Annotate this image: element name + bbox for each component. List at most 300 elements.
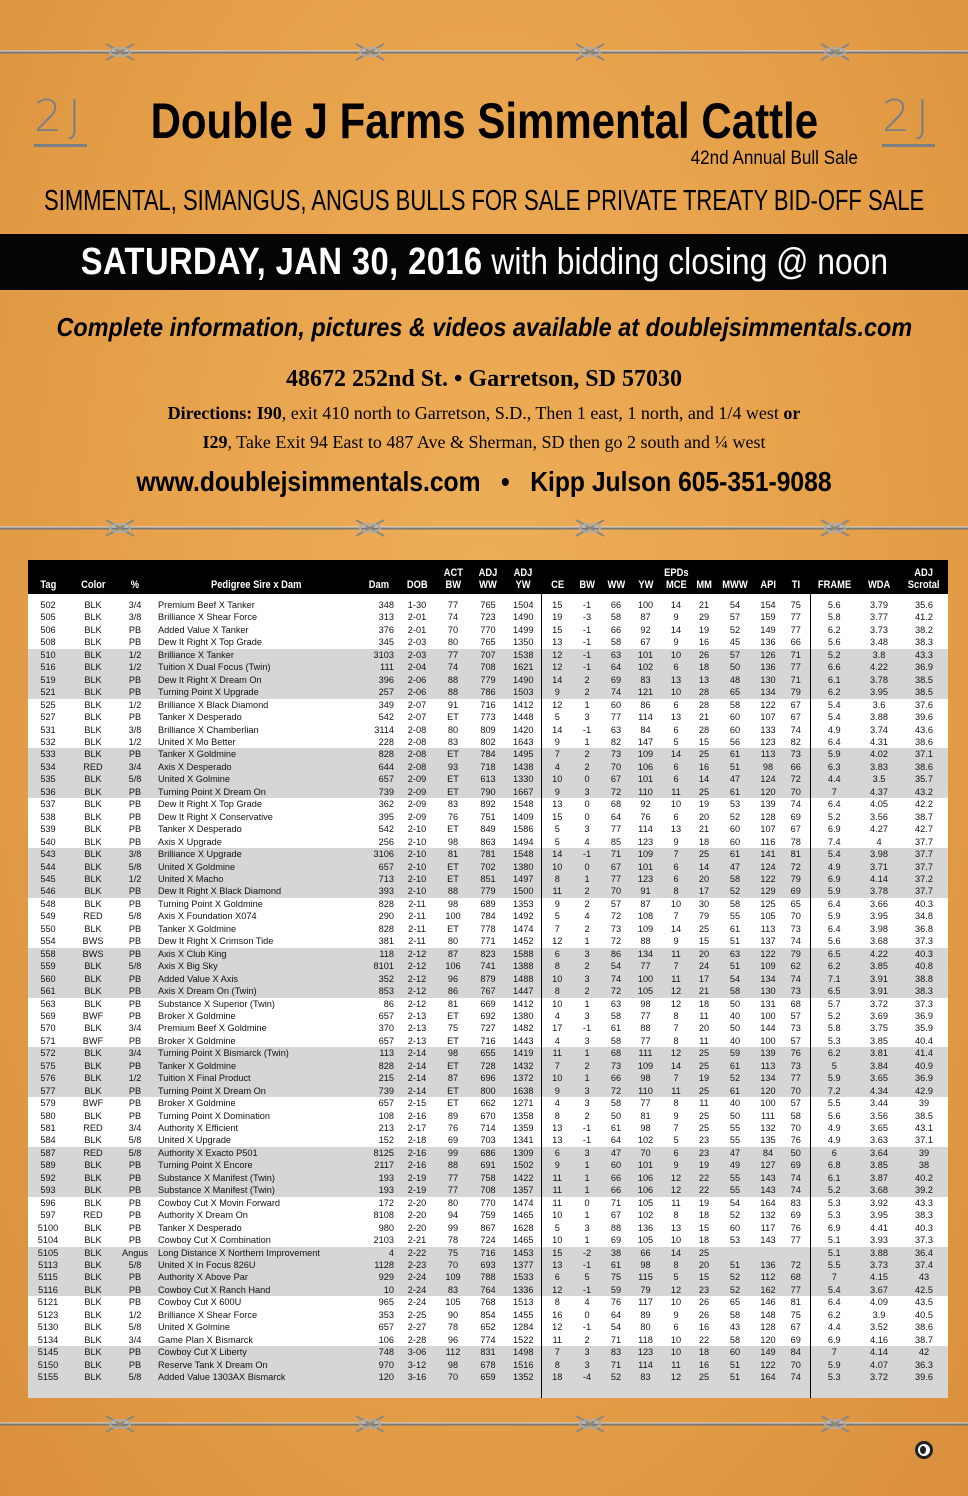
cell-mm: 16 (698, 1322, 710, 1333)
column-header-bw: ACT BW (436, 560, 470, 594)
cell-mce: 10 (660, 1346, 692, 1358)
column-header-ti: TI (782, 560, 810, 594)
cell-adj-ww: 759 (480, 1210, 496, 1221)
cell-dob: 2-24 (398, 1271, 436, 1283)
cell-ce: 9 (541, 736, 573, 748)
cell-frame: 6.9 (810, 873, 858, 885)
cell-mm: 28 (698, 699, 710, 710)
cell-mm: 26 (698, 1309, 710, 1320)
cell-percent: PB (128, 624, 142, 635)
table-row (28, 1284, 948, 1296)
cell-dob: 2-06 (398, 686, 436, 698)
cell-act-bw: 78 (447, 1235, 459, 1246)
cell-adj-yw: 1492 (513, 911, 534, 922)
cell-dam: 2117 (360, 1159, 398, 1171)
cell-adj-ww: 714 (480, 1123, 496, 1134)
cell-ce: 9 (541, 898, 573, 910)
website-link[interactable]: www.doublejsimmentals.com (136, 466, 481, 497)
cell-dob: 2-24 (407, 1297, 427, 1308)
cell-adj-yw: 1533 (506, 1271, 541, 1283)
cell-yw: 101 (631, 861, 660, 873)
cell-color: BLK (68, 748, 118, 760)
cell-act-bw: ET (447, 1010, 459, 1021)
cell-adj-scrotal: 40.8 (900, 960, 948, 972)
cell-ce: 13 (541, 636, 573, 648)
cell-ww: 61 (601, 1259, 631, 1271)
cell-adj-ww: 716 (470, 1247, 506, 1259)
cell-api: 113 (754, 748, 782, 760)
cell-color: BLK (84, 1135, 102, 1146)
cell-yw: 111 (631, 1047, 660, 1059)
sale-date-banner (0, 234, 968, 290)
cell-act-bw: 89 (447, 1110, 459, 1121)
cell-yw: 123 (637, 836, 654, 847)
cell-wda: 3.52 (870, 1322, 888, 1333)
cell-percent: PB (118, 748, 152, 760)
table-row (28, 1334, 948, 1346)
cell-mm: 22 (692, 1172, 716, 1184)
cell-yw: 101 (631, 773, 660, 785)
cell-adj-scrotal: 39.2 (900, 1184, 948, 1196)
cell-dob: 3-12 (398, 1359, 436, 1371)
cell-bw: -1 (582, 624, 592, 635)
cell-mce: 6 (660, 661, 692, 673)
cell-dam: 213 (378, 1123, 394, 1134)
cell-ce: 11 (541, 1334, 573, 1346)
cell-dob: 2-12 (398, 948, 436, 960)
cell-adj-scrotal: 40.3 (900, 948, 948, 960)
cell-adj-yw: 1628 (513, 1222, 534, 1233)
cell-yw: 83 (631, 674, 660, 686)
cell-ce: 11 (541, 1047, 573, 1059)
cell-frame: 6.8 (810, 1159, 858, 1171)
cell-ti: 73 (790, 1023, 801, 1034)
cell-yw: 100 (637, 600, 654, 610)
cell-yw: 136 (637, 1222, 654, 1233)
cell-mww: 48 (716, 674, 754, 686)
cell-api: 122 (754, 1359, 782, 1371)
cell-tag: 525 (40, 699, 56, 710)
cell-ti: 71 (782, 674, 810, 686)
cell-mce: 14 (660, 1060, 692, 1072)
cell-mm: 15 (692, 1271, 716, 1283)
table-row (28, 1035, 948, 1047)
cell-frame: 6.4 (810, 798, 858, 810)
table-row (28, 1134, 948, 1146)
cell-ce: 10 (541, 861, 573, 873)
cell-frame: 5.1 (810, 1247, 858, 1259)
cell-percent: PB (118, 1159, 152, 1171)
cell-adj-yw: 1380 (506, 861, 541, 873)
cell-percent: PB (118, 948, 152, 960)
cell-ce: 18 (541, 1371, 573, 1383)
cell-api: 98 (754, 761, 782, 773)
cell-ww: 59 (601, 1284, 631, 1296)
cell-dam: 348 (378, 600, 394, 610)
cell-act-bw: 76 (447, 1123, 459, 1134)
cell-tag: 554 (40, 936, 56, 947)
table-row (28, 998, 948, 1010)
cell-dob: 2-04 (398, 661, 436, 673)
cell-bw: 1 (584, 736, 590, 747)
cell-color: BLK (68, 1259, 118, 1271)
cell-ce: 15 (541, 1247, 573, 1259)
column-header-scrotal: ADJ Scrotal (900, 560, 948, 594)
cell-mww: 52 (716, 1284, 754, 1296)
cell-act-bw: 76 (447, 811, 459, 822)
cell-ww: 82 (610, 736, 622, 747)
cell-yw: 134 (631, 948, 660, 960)
cell-dob: 2-07 (407, 712, 427, 723)
cell-ww: 63 (601, 649, 631, 661)
cell-dam: 828 (360, 1060, 398, 1072)
cell-wda: 3.95 (870, 1210, 888, 1221)
cell-act-bw: 80 (447, 1197, 459, 1208)
cell-dob: 2-09 (407, 799, 427, 810)
cell-color: BLK (84, 998, 102, 1009)
cell-bw: 5 (573, 1271, 601, 1283)
cell-adj-ww: 788 (470, 1271, 506, 1283)
cell-adj-ww: 669 (480, 998, 496, 1009)
cell-adj-scrotal: 37.3 (915, 936, 933, 947)
cell-percent: PB (118, 1060, 152, 1072)
cell-api: 131 (760, 998, 776, 1009)
cell-api: 84 (754, 1147, 782, 1159)
cell-adj-yw: 1495 (506, 748, 541, 760)
cell-yw: 86 (640, 699, 651, 710)
cell-ti: 84 (782, 1346, 810, 1358)
contact-phone: Kipp Julson 605-351-9088 (530, 466, 832, 497)
cell-yw: 81 (640, 1110, 651, 1121)
cell-adj-scrotal: 36.9 (915, 1010, 933, 1021)
cell-ww: 72 (601, 985, 631, 997)
cell-api: 130 (754, 985, 782, 997)
cell-frame: 5.2 (810, 811, 858, 823)
cell-mww: 56 (729, 736, 741, 747)
cell-ww: 54 (601, 960, 631, 972)
cell-yw: 110 (631, 786, 660, 798)
cell-adj-scrotal: 36.9 (900, 1072, 948, 1084)
cell-bw: 1 (584, 699, 590, 710)
cell-mm: 18 (698, 1235, 710, 1246)
cell-dam: 965 (378, 1297, 394, 1308)
cell-api: 146 (760, 1297, 776, 1308)
cell-pedigree: Turning Point X Goldmine (158, 898, 263, 909)
table-row (28, 910, 948, 922)
cell-yw: 87 (640, 612, 651, 623)
table-row (28, 773, 948, 785)
cell-adj-yw: 1358 (513, 1110, 534, 1121)
cell-color: BLK (68, 649, 118, 661)
cell-ww: 58 (610, 1098, 622, 1109)
table-row (28, 1060, 948, 1072)
cell-pedigree: Brilliance X Upgrade (152, 848, 360, 860)
cell-act-bw: 81 (436, 848, 470, 860)
cell-api: 130 (754, 674, 782, 686)
cell-act-bw: ET (436, 748, 470, 760)
cell-adj-yw: 1271 (513, 1098, 534, 1109)
cell-dob: 2-01 (407, 624, 427, 635)
cell-percent: 1/2 (118, 649, 152, 661)
table-row (28, 885, 948, 897)
cell-adj-scrotal: 37.4 (900, 1259, 948, 1271)
cell-adj-yw: 1516 (506, 1359, 541, 1371)
cell-api: 116 (760, 836, 776, 847)
cell-wda: 3.85 (858, 960, 900, 972)
table-row (28, 1159, 948, 1171)
table-row (28, 861, 948, 873)
cell-mm: 20 (692, 1259, 716, 1271)
cell-mm: 25 (692, 748, 716, 760)
cell-frame: 5.6 (810, 935, 858, 947)
cell-adj-yw: 1643 (513, 736, 534, 747)
barbed-wire-top (0, 40, 968, 64)
cell-adj-yw: 1667 (506, 786, 541, 798)
cell-wda: 4.16 (870, 1334, 888, 1345)
cell-yw: 114 (631, 1359, 660, 1371)
cell-mww: 59 (716, 1047, 754, 1059)
cell-adj-yw: 1341 (513, 1135, 534, 1146)
cell-dam: 929 (360, 1271, 398, 1283)
cell-api: 154 (760, 600, 776, 610)
cell-wda: 4.14 (858, 1346, 900, 1358)
cell-adj-yw: 1538 (506, 649, 541, 661)
cell-dob: 2-09 (398, 773, 436, 785)
cell-act-bw: 80 (447, 724, 459, 735)
cell-ww: 64 (610, 1309, 622, 1320)
cell-frame: 5.2 (810, 1010, 858, 1022)
cell-mww: 61 (716, 748, 754, 760)
cell-dob: 2-22 (398, 1247, 436, 1259)
cell-mww: 61 (716, 1085, 754, 1097)
cell-adj-yw: 1490 (506, 674, 541, 686)
cell-frame: 5.3 (810, 1371, 858, 1383)
cell-pedigree: Premium Beef X Goldmine (158, 1023, 267, 1034)
cell-frame: 7 (810, 786, 858, 798)
cell-yw: 109 (631, 848, 660, 860)
table-row (28, 898, 948, 910)
cell-frame: 5.4 (810, 711, 858, 723)
cell-mce: 14 (660, 1247, 692, 1259)
cell-color: BLK (84, 699, 102, 710)
cell-bw: 1 (584, 1235, 590, 1246)
cell-ti: 83 (790, 1197, 801, 1208)
cell-dob: 2-12 (407, 998, 427, 1009)
cell-adj-yw: 1488 (506, 973, 541, 985)
cell-ww: 70 (601, 761, 631, 773)
table-row (28, 636, 948, 648)
cell-color: BLK (84, 1235, 102, 1246)
cell-frame: 4.9 (810, 1134, 858, 1146)
cell-dob: 2-08 (407, 736, 427, 747)
cell-mm: 18 (698, 836, 710, 847)
cell-pedigree: Brilliance X Tanker (152, 649, 360, 661)
cell-color: BLK (68, 773, 118, 785)
cell-bw: 3 (584, 712, 590, 723)
cell-act-bw: ET (436, 1060, 470, 1072)
cell-adj-scrotal: 43.2 (900, 786, 948, 798)
cell-mce: 7 (660, 960, 692, 972)
cell-mm: 17 (692, 973, 716, 985)
cell-tag: 579 (40, 1098, 56, 1109)
cell-mce: 12 (660, 1371, 692, 1383)
cell-ww: 70 (601, 885, 631, 897)
cell-ww: 73 (601, 1060, 631, 1072)
cell-tag: 589 (28, 1159, 68, 1171)
cell-api: 143 (760, 1235, 776, 1246)
barb-icon (576, 44, 604, 60)
cell-percent: 5/8 (118, 1371, 152, 1383)
cell-act-bw: ET (447, 712, 459, 723)
cell-ww: 71 (610, 1197, 622, 1208)
cell-act-bw: 81 (447, 998, 459, 1009)
cell-mce: 11 (671, 1197, 681, 1208)
cell-wda: 3.87 (858, 1172, 900, 1184)
cell-mm: 25 (692, 1371, 716, 1383)
cell-mww: 58 (729, 1309, 741, 1320)
cell-pedigree: Tanker X Desperado (158, 712, 242, 723)
cell-ce: 12 (541, 661, 573, 673)
cell-dob: 2-20 (407, 1210, 427, 1221)
cell-act-bw: 83 (447, 799, 459, 810)
cell-bw: -1 (582, 1123, 592, 1134)
barb-icon (106, 44, 134, 60)
cell-act-bw: ET (436, 861, 470, 873)
cell-tag: 549 (40, 911, 56, 922)
cell-frame: 6 (810, 1147, 858, 1159)
cell-pedigree: Long Distance X Northern Improvement (152, 1247, 360, 1259)
cell-wda: 3.67 (858, 1284, 900, 1296)
cell-color: BLK (84, 836, 102, 847)
sale-date-suffix: with bidding closing @ noon (482, 241, 888, 282)
table-row (28, 1309, 948, 1321)
cell-api: 111 (761, 1110, 775, 1121)
table-row (28, 1247, 948, 1259)
cell-ti: 58 (790, 1110, 801, 1121)
cell-pedigree: Axis X Dream On (Twin) (152, 985, 360, 997)
cell-mm: 25 (692, 786, 716, 798)
cell-mww: 60 (729, 836, 741, 847)
cell-api: 144 (760, 1023, 776, 1034)
cell-wda: 4 (876, 836, 882, 847)
cell-percent: PB (128, 923, 142, 934)
cell-frame: 5.9 (810, 910, 858, 922)
cell-percent: PB (128, 936, 142, 947)
cell-tag: 5121 (37, 1297, 59, 1308)
cell-ce: 11 (541, 1197, 573, 1209)
cell-frame: 6.5 (810, 948, 858, 960)
table-row (28, 1047, 948, 1059)
cell-mce: 5 (673, 1135, 679, 1146)
sale-subtitle: 42nd Annual Bull Sale (690, 148, 858, 169)
cell-dob: 2-10 (398, 848, 436, 860)
table-row (28, 836, 948, 848)
cell-mce: 6 (673, 811, 679, 822)
cell-ce: 14 (541, 674, 573, 686)
cell-api: 117 (760, 1222, 776, 1233)
cell-act-bw: 80 (447, 936, 459, 947)
cell-bw: 3 (573, 1147, 601, 1159)
cell-api: 137 (760, 936, 776, 947)
cell-bw: -1 (573, 848, 601, 860)
cell-mm: 23 (692, 1147, 716, 1159)
cell-dam: 396 (360, 674, 398, 686)
cell-adj-yw: 1452 (513, 936, 534, 947)
cell-adj-scrotal: 41.2 (915, 612, 933, 623)
cell-yw: 79 (631, 1284, 660, 1296)
cell-bw: 4 (584, 836, 590, 847)
cell-pedigree: Turning Point X Upgrade (152, 686, 360, 698)
cell-pedigree: Tanker X Desperado (158, 1222, 242, 1233)
cell-dob: 3-06 (398, 1346, 436, 1358)
cell-api: 120 (754, 1085, 782, 1097)
cell-tag: 531 (40, 724, 56, 735)
cell-pedigree: Dew It Right X Crimson Tide (158, 936, 274, 947)
cell-pedigree: Brilliance X Shear Force (158, 612, 258, 623)
cell-tag: 545 (28, 873, 68, 885)
cell-percent: 5/8 (128, 1135, 142, 1146)
cell-adj-yw: 1352 (506, 1371, 541, 1383)
cell-adj-ww: 703 (480, 1135, 496, 1146)
cell-bw: 3 (584, 1098, 590, 1109)
cell-act-bw: 96 (447, 1334, 459, 1345)
cell-api: 164 (760, 1197, 776, 1208)
cell-percent: PB (128, 998, 142, 1009)
cell-pedigree: Added Value 1303AX Bismarck (152, 1371, 360, 1383)
cell-dob: 2-11 (408, 898, 426, 909)
cell-pedigree: Broker X Goldmine (158, 1035, 236, 1046)
cell-pedigree: Game Plan X Bismarck (158, 1334, 253, 1345)
cell-tag: 548 (40, 898, 56, 909)
cell-ww: 54 (610, 1322, 622, 1333)
cell-color: BLK (68, 873, 118, 885)
cell-mww: 52 (716, 1072, 754, 1084)
cell-frame: 7.1 (810, 973, 858, 985)
cell-tag: 544 (28, 861, 68, 873)
cell-ce: 12 (541, 1284, 573, 1296)
cell-api: 134 (754, 973, 782, 985)
cell-yw: 115 (631, 1271, 660, 1283)
cell-dam: 106 (378, 1334, 394, 1345)
cell-pedigree: Authority X Exacto P501 (152, 1147, 360, 1159)
cell-adj-ww: 655 (470, 1047, 506, 1059)
cell-act-bw: 87 (436, 1072, 470, 1084)
cell-pedigree: Premium Beef X Tanker (158, 600, 255, 610)
cell-color: BLK (68, 1184, 118, 1196)
cell-bw: 1 (573, 873, 601, 885)
cell-percent: PB (128, 1035, 142, 1046)
cell-mww: 55 (716, 1172, 754, 1184)
cell-mww: 51 (716, 1259, 754, 1271)
cell-yw: 109 (631, 748, 660, 760)
cell-ti: 68 (782, 1271, 810, 1283)
cell-act-bw: 74 (436, 661, 470, 673)
cell-adj-scrotal: 43.6 (915, 724, 933, 735)
cell-ce: 11 (541, 1172, 573, 1184)
cell-percent: PB (128, 836, 142, 847)
cell-mce: 7 (673, 911, 679, 922)
cell-adj-yw: 1502 (506, 1159, 541, 1171)
table-row (28, 624, 948, 636)
cell-frame: 6.4 (810, 736, 858, 748)
cell-adj-ww: 767 (470, 985, 506, 997)
cell-api: 100 (760, 1010, 776, 1021)
cell-ti: 70 (782, 1359, 810, 1371)
cell-frame: 5.3 (810, 1197, 858, 1209)
cell-adj-ww: 854 (480, 1309, 496, 1320)
cell-percent: PB (118, 1359, 152, 1371)
cell-adj-yw: 1482 (513, 1023, 534, 1034)
